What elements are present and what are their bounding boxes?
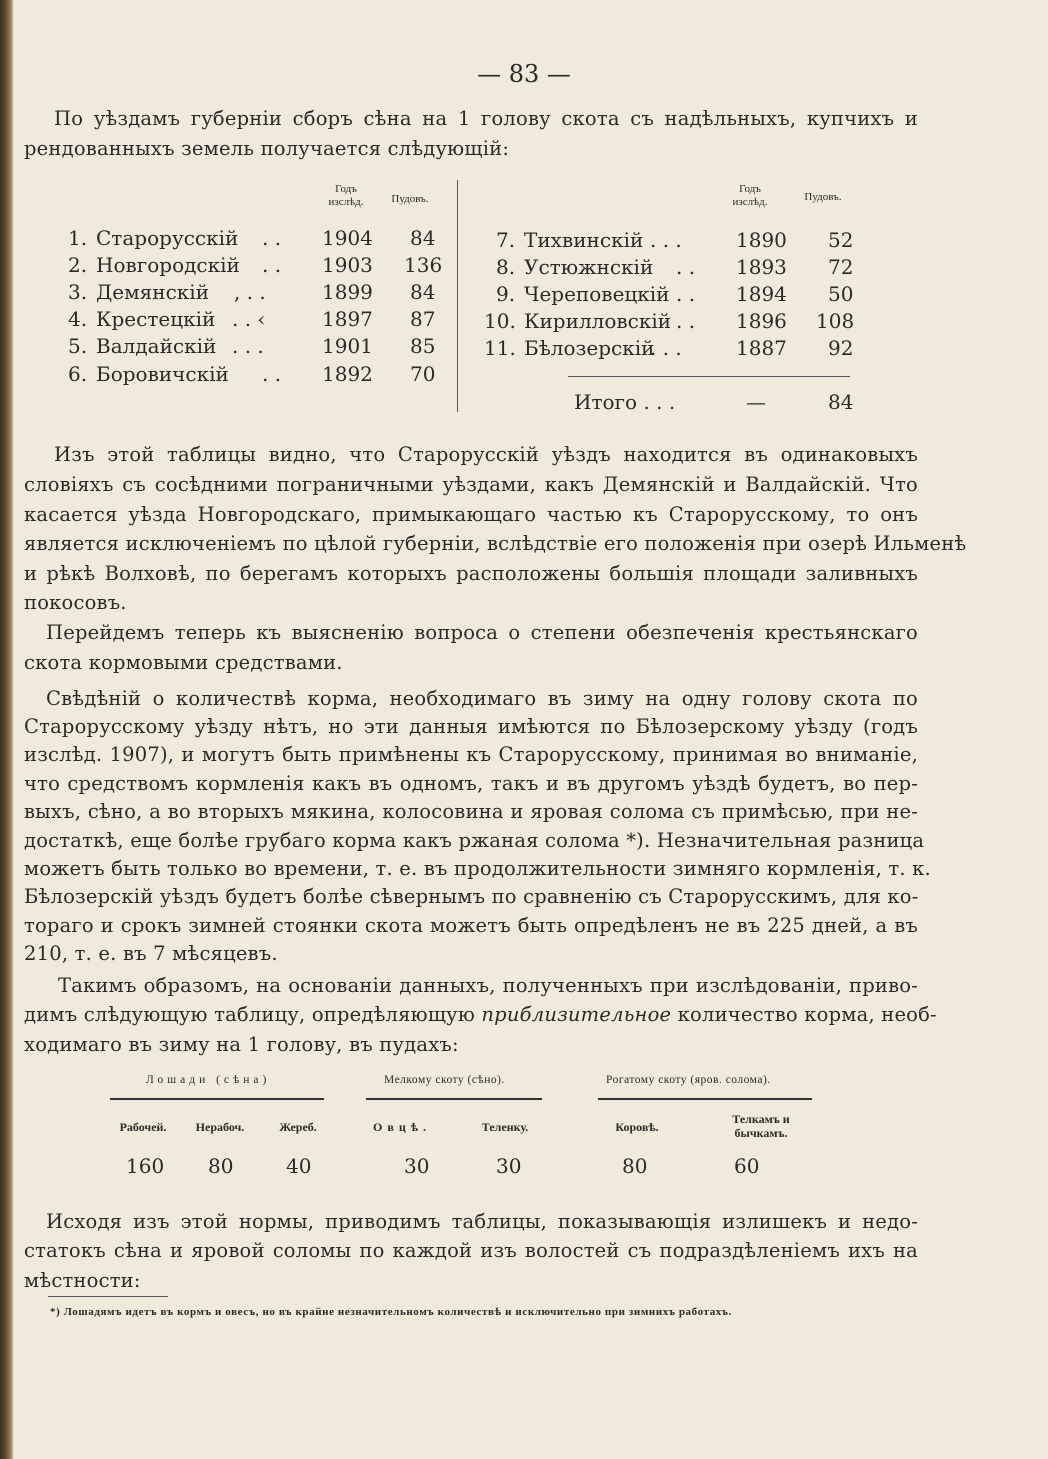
row-number: 5. (68, 334, 88, 358)
column-header: Коровѣ. (615, 1120, 659, 1134)
column-header: Овцѣ. (373, 1120, 431, 1134)
group-header-horses: Лошади (сѣна) (146, 1074, 271, 1086)
district-name: Устюжнскій (524, 255, 654, 279)
district-name: Кирилловскій (524, 309, 672, 333)
page-number: — 83 — (477, 60, 571, 88)
text-line: 210, т. е. въ 7 мѣсяцевъ. (24, 942, 278, 966)
leader-dots: . . . (650, 336, 682, 360)
norm-value: 30 (496, 1154, 522, 1178)
poods-value: 52 (828, 228, 854, 252)
survey-year: 1904 (322, 226, 373, 250)
text-line: Бѣлозерскій уѣздъ будетъ болѣе сѣвернымъ по сравненію съ Старорусскимъ, для ко- (24, 885, 919, 909)
row-number: 1. (68, 226, 88, 250)
text-line: рендованныхъ земель получается слѣдующій: (24, 137, 510, 160)
leader-dots: . . (676, 282, 696, 306)
group-header-small-stock: Мелкому скоту (сѣно). (384, 1074, 505, 1086)
survey-year: 1892 (322, 362, 373, 386)
total-label: Итого . . . (574, 390, 676, 414)
text-line: Перейдемъ теперь къ выясненію вопроса о степени обезпеченія крестьянскаго (46, 621, 918, 644)
poods-value: 72 (828, 255, 854, 279)
row-number: 3. (68, 280, 88, 304)
poods-value: 87 (410, 307, 436, 331)
row-number: 2. (68, 253, 88, 277)
paragraph (24, 648, 918, 678)
intro-paragraph (54, 104, 918, 134)
survey-year: 1899 (322, 280, 373, 304)
column-header-year (720, 183, 780, 209)
text-line: можетъ быть только во времени, т. е. въ продолжительности зимняго кормленія, т. к. (24, 857, 931, 881)
text-line: статокъ сѣна и яровой соломы по каждой изъ волостей съ подраздѣленіемъ ихъ на (24, 1239, 918, 1262)
paragraph (24, 1236, 918, 1295)
row-number: 9. (496, 282, 516, 306)
text-line: достаткѣ, еще болѣе грубаго корма какъ ржаная солома *). Незначительная разница (24, 828, 925, 852)
leader-dots: , . . (234, 280, 266, 304)
leader-dots: . . . (232, 334, 264, 358)
group-rule (110, 1098, 324, 1100)
paragraph (24, 1000, 937, 1059)
norm-value: 160 (126, 1154, 165, 1178)
column-header-poods: Пудовъ. (391, 193, 429, 205)
leader-dots: . . (676, 255, 696, 279)
column-header: Жереб. (279, 1120, 317, 1134)
text-line: Старорусскому уѣзду нѣтъ, но эти данныя имѣются по Бѣлозерскому уѣзду (годъ (24, 715, 918, 738)
text-line: тораго и срокъ зимней стоянки скота можетъ быть опредѣленъ не въ 225 дней, а въ (24, 913, 918, 937)
paragraph (24, 470, 967, 618)
leader-dots: . . . (650, 228, 682, 252)
column-header: Нерабоч. (195, 1120, 245, 1134)
paragraph (46, 684, 918, 714)
district-name: Валдайскій (96, 334, 217, 358)
header-line: Годъ (739, 183, 761, 195)
paragraph (24, 713, 931, 969)
column-header: Теленку. (481, 1120, 529, 1134)
header-line: Годъ (335, 183, 357, 195)
leader-dots: . . (262, 253, 282, 277)
text-line: По уѣздамъ губерніи сборъ сѣна на 1 голову скота съ надѣльныхъ, купчихъ и (54, 107, 918, 130)
paragraph (58, 971, 918, 1001)
text-line: словіяхъ съ сосѣдними пограничными уѣздами, какъ Демянскій и Валдайскій. Что (24, 473, 918, 496)
text-line: касается уѣзда Новгородскаго, примыкающаго частью къ Старорусскому, то онъ (24, 502, 918, 526)
survey-year: 1887 (736, 336, 787, 360)
column-header: Рабочей. (119, 1120, 167, 1134)
text-line: ходимаго въ зиму на 1 голову, въ пудахъ: (24, 1032, 459, 1056)
leader-dots: . . (262, 362, 282, 386)
group-header-cattle: Рогатому скоту (яров. солома). (606, 1074, 771, 1086)
text-line: изслѣд. 1907), и могутъ быть примѣнены къ Старорусскому, принимая во вниманіе, (24, 743, 918, 767)
column-header-poods: Пудовъ. (804, 191, 842, 203)
leader-dots: . . ‹ (232, 307, 266, 331)
text-line: Свѣдѣній о количествѣ корма, необходимаго въ зиму на одну голову скота по (46, 687, 918, 710)
norm-value: 80 (208, 1154, 234, 1178)
district-name: Демянскій (96, 280, 210, 304)
text-line: скота кормовыми средствами. (24, 651, 343, 674)
norm-value: 60 (734, 1154, 760, 1178)
survey-year: 1903 (322, 253, 373, 277)
poods-value: 84 (410, 280, 436, 304)
row-number: 7. (496, 228, 516, 252)
text-line (24, 1000, 937, 1030)
poods-value: 70 (410, 362, 436, 386)
district-name: Крестецкій (96, 307, 216, 331)
poods-value: 84 (410, 226, 436, 250)
header-line: изслѣд. (328, 196, 364, 208)
row-number: 11. (484, 336, 516, 360)
text-line: покосовъ. (24, 591, 127, 615)
footnote-rule (48, 1296, 168, 1297)
paragraph (54, 440, 918, 470)
norm-value: 30 (404, 1154, 430, 1178)
text-line: выхъ, сѣно, а во вторыхъ мякина, колосовина и яровая солома съ примѣсью, при не- (24, 800, 918, 824)
intro-paragraph-end (24, 134, 524, 164)
survey-year: 1894 (736, 282, 787, 306)
emphasis-text: приблизительное (481, 1003, 672, 1026)
district-name: Старорусскій (96, 226, 239, 250)
total-value: 84 (828, 390, 854, 414)
column-header: Телкамъ и бычкамъ. (732, 1112, 790, 1140)
row-number: 8. (496, 255, 516, 279)
survey-year: 1901 (322, 334, 373, 358)
group-rule (366, 1098, 542, 1100)
poods-value: 108 (816, 309, 855, 333)
norm-value: 80 (622, 1154, 648, 1178)
text-line: мѣстности: (24, 1268, 141, 1292)
column-header-year (316, 183, 376, 209)
text-line: Изъ этой таблицы видно, что Старорусскій уѣздъ находится въ одинаковыхъ (54, 443, 918, 466)
text-line: Такимъ образомъ, на основаніи данныхъ, полученныхъ при изслѣдованіи, приво- (58, 974, 918, 997)
text-line: является исключеніемъ по цѣлой губерніи, вслѣдствіе его положенія при озерѣ Ильменѣ (24, 532, 967, 556)
survey-year: 1890 (736, 228, 787, 252)
survey-year: 1893 (736, 255, 787, 279)
paragraph (46, 1207, 918, 1237)
leader-dots: . . (262, 226, 282, 250)
poods-value: 50 (828, 282, 854, 306)
district-name: Новгородскій (96, 253, 240, 277)
row-number: 10. (484, 309, 516, 333)
header-line: изслѣд. (732, 196, 768, 208)
total-year: — (746, 390, 766, 414)
total-rule (568, 376, 850, 377)
text-line: что средствомъ кормленія какъ въ одномъ, такъ и въ другомъ уѣздѣ будетъ, во пер- (24, 771, 918, 795)
district-name: Бѣлозерскій (524, 336, 655, 360)
row-number: 4. (68, 307, 88, 331)
row-number: 6. (68, 362, 88, 386)
footnote: *) Лошадямъ идетъ въ кормъ и овесъ, но въ крайне незначительномъ количествѣ и исключительно при зимнихъ работахъ. (50, 1306, 732, 1318)
survey-year: 1896 (736, 309, 787, 333)
book-spine-edge (0, 0, 14, 1459)
text-span: количество корма, необ- (677, 1003, 937, 1026)
text-span: димъ слѣдующую таблицу, опредѣляющую (24, 1003, 475, 1026)
text-line: Исходя изъ этой нормы, приводимъ таблицы, показывающія излишекъ и недо- (46, 1210, 918, 1233)
norm-value: 40 (286, 1154, 312, 1178)
district-name: Боровичскій (96, 362, 229, 386)
district-name: Тихвинскій (524, 228, 644, 252)
paragraph (46, 618, 918, 648)
poods-value: 92 (828, 336, 854, 360)
table-divider (457, 180, 458, 412)
leader-dots: . . (676, 309, 696, 333)
survey-year: 1897 (322, 307, 373, 331)
district-name: Череповецкій (524, 282, 670, 306)
poods-value: 136 (404, 253, 443, 277)
poods-value: 85 (410, 334, 436, 358)
text-line: и рѣкѣ Волховѣ, по берегамъ которыхъ расположены большія площади заливныхъ (24, 561, 918, 585)
group-rule (598, 1098, 812, 1100)
